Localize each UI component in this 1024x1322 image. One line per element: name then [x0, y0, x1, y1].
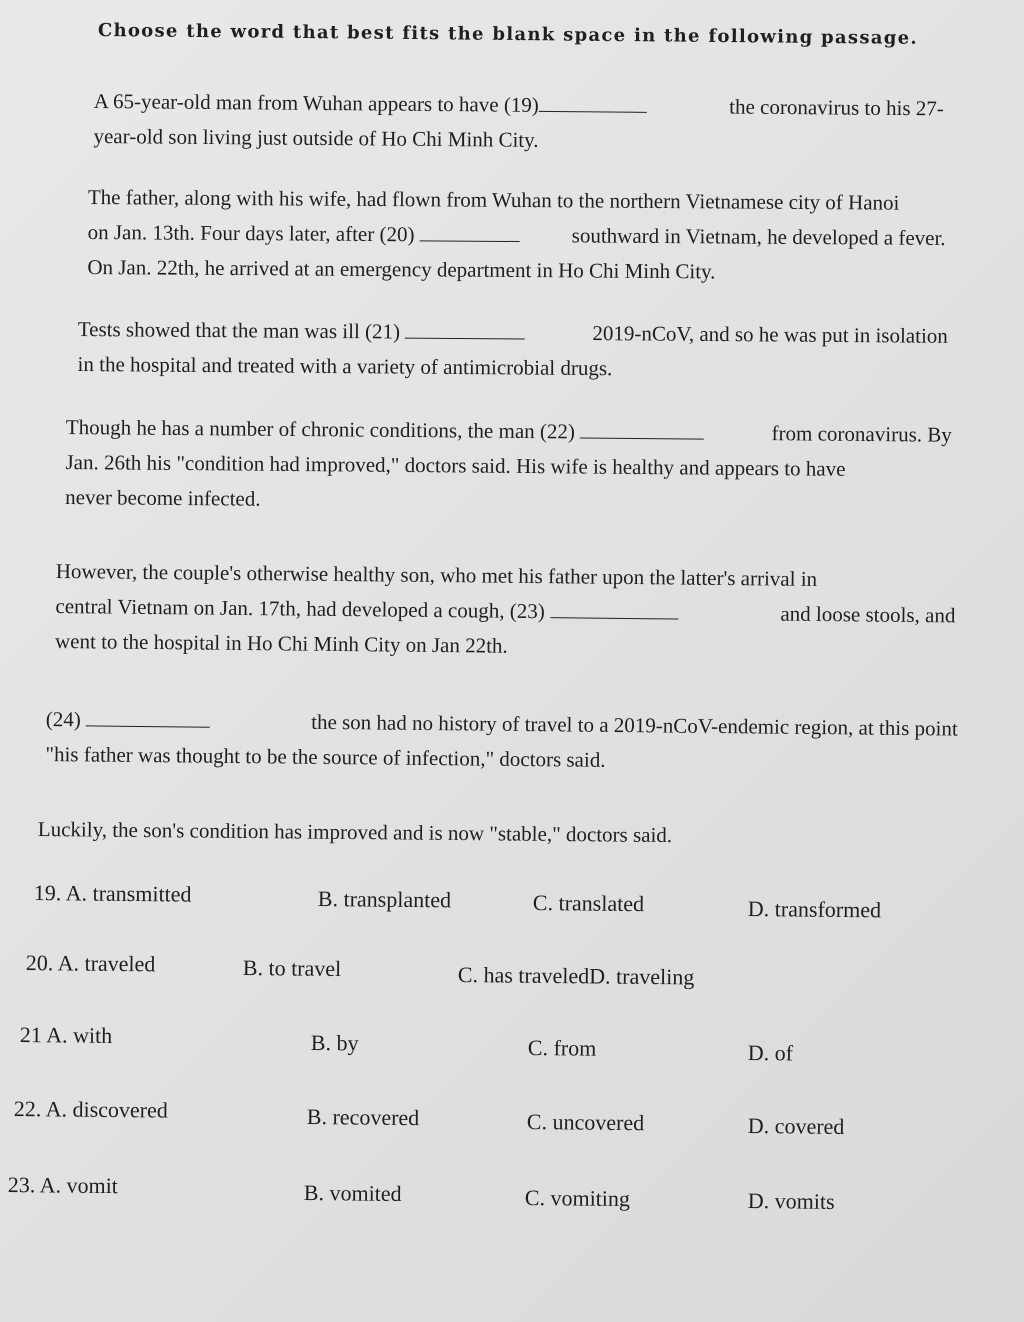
answer-blank-19	[539, 93, 647, 113]
passage-text: A 65-year-old man from Wuhan appears to have (19)	[93, 88, 539, 117]
question-19-option-b: B. transplanted	[317, 886, 452, 913]
answer-blank-23	[550, 599, 678, 619]
passage-text: The father, along with his wife, had flown from Wuhan to the northern Vietnamese city of Hanoi	[87, 184, 900, 215]
passage-text: (24)	[45, 706, 81, 732]
passage-paragraph-7	[38, 812, 938, 856]
question-21-option-b: B. by	[310, 1030, 359, 1056]
passage-text: Luckily, the son's condition has improved and is now "stable," doctors said.	[37, 816, 673, 848]
passage-text: Though he has a number of chronic conditions, the man (22)	[65, 414, 576, 444]
answer-blank-24	[86, 707, 210, 727]
question-20-option-a: 20. A. traveled	[25, 950, 156, 977]
passage-paragraph-1	[93, 84, 944, 161]
passage-text: On Jan. 22th, he arrived at an emergency department in Ho Chi Minh City.	[87, 254, 716, 284]
passage-text: 2019-nCoV, and so he was put in isolation	[592, 321, 948, 348]
question-20-option-b: B. to travel	[242, 955, 342, 982]
question-23-option-b: B. vomited	[303, 1180, 402, 1207]
question-21-option-a: 21 A. with	[19, 1022, 113, 1048]
passage-text: on Jan. 13th. Four days later, after (20)	[87, 219, 415, 247]
passage-text: the coronavirus to his 27-	[729, 94, 944, 121]
passage-text: and loose stools, and	[780, 601, 956, 628]
question-22-option-b: B. recovered	[306, 1104, 420, 1131]
passage-text: However, the couple's otherwise healthy son, who met his father upon the latter's arrival in	[55, 558, 818, 591]
question-22-option-c: C. uncovered	[526, 1109, 645, 1136]
instruction-heading: Choose the word that best fits the blank space in the following passage.	[97, 20, 919, 49]
passage-text: from coronavirus. By	[771, 421, 952, 447]
passage-paragraph-3	[77, 312, 948, 389]
passage-text: Jan. 26th his "condition had improved," doctors said. His wife is healthy and appears to have	[65, 449, 846, 481]
passage-text: Tests showed that the man was ill (21)	[77, 316, 401, 344]
passage-text: southward in Vietnam, he developed a fever.	[571, 223, 946, 250]
passage-paragraph-4	[65, 410, 952, 523]
question-19-option-c: C. translated	[532, 890, 645, 917]
question-23-option-c: C. vomiting	[524, 1185, 631, 1212]
question-22-option-d: D. covered	[747, 1113, 845, 1140]
question-23-option-a: 23. A. vomit	[7, 1172, 119, 1199]
question-23-option-d: D. vomits	[747, 1188, 835, 1214]
passage-text: central Vietnam on Jan. 17th, had developed a cough, (23)	[55, 593, 545, 624]
question-19-option-d: D. transformed	[747, 896, 882, 923]
question-21-option-d: D. of	[747, 1040, 794, 1066]
question-22-option-a: 22. A. discovered	[13, 1096, 168, 1123]
answer-blank-22	[580, 419, 704, 439]
question-19-option-a: 19. A. transmitted	[33, 880, 192, 907]
question-20-option-c-d: C. has traveledD. traveling	[457, 962, 695, 990]
answer-blank-21	[405, 320, 525, 340]
passage-paragraph-5	[55, 554, 956, 668]
question-21-option-c: C. from	[527, 1035, 597, 1061]
passage-text: in the hospital and treated with a variety of antimicrobial drugs.	[77, 351, 613, 381]
passage-paragraph-2	[87, 180, 946, 291]
passage-text: year-old son living just outside of Ho Chi Minh City.	[93, 123, 539, 152]
passage-text: "his father was thought to be the source of infection," doctors said.	[45, 741, 606, 772]
passage-text: went to the hospital in Ho Chi Minh City on Jan 22th.	[54, 628, 508, 658]
passage-text: never become infected.	[65, 484, 261, 511]
passage-text: the son had no history of travel to a 2019-nCoV-endemic region, at this point	[311, 709, 958, 741]
passage-paragraph-6	[45, 702, 958, 782]
answer-blank-20	[420, 222, 520, 242]
